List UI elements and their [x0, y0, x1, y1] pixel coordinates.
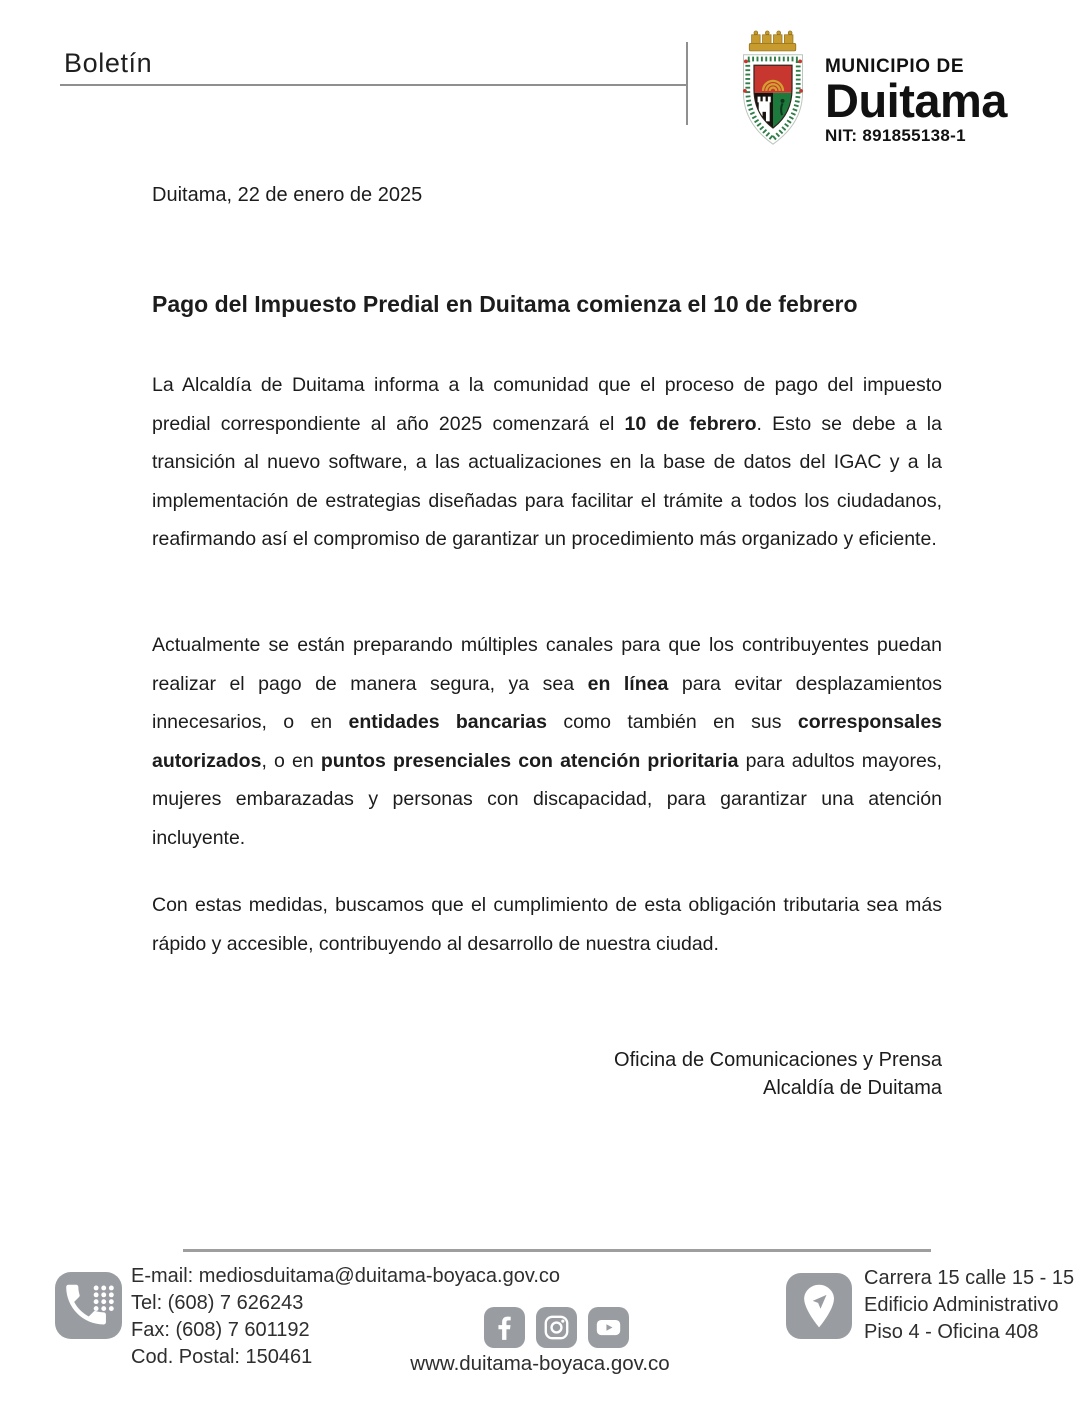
signature-org: Alcaldía de Duitama: [763, 1077, 942, 1099]
header-divider-line: [686, 42, 688, 125]
signature-office: Oficina de Comunicaciones y Prensa: [614, 1049, 942, 1071]
youtube-icon[interactable]: [588, 1307, 629, 1348]
coat-of-arms-icon: [733, 30, 813, 148]
address-line-2: Edificio Administrativo: [864, 1294, 1059, 1316]
logo-org-line: MUNICIPIO DE: [825, 56, 965, 77]
contact-postal: Cod. Postal: 150461: [131, 1346, 313, 1368]
instagram-icon[interactable]: [536, 1307, 577, 1348]
dateline: Duitama, 22 de enero de 2025: [152, 184, 423, 206]
contact-email: E-mail: mediosduitama@duitama-boyaca.gov.co: [131, 1265, 561, 1287]
bulletin-label: Boletín: [64, 48, 153, 78]
document-title: Pago del Impuesto Predial en Duitama comienza el 10 de febrero: [152, 291, 858, 317]
social-icons-row: [484, 1307, 629, 1348]
address-block: [864, 1265, 1074, 1346]
address-line-3: Piso 4 - Oficina 408: [864, 1321, 1039, 1343]
footer-divider: [183, 1249, 931, 1252]
paragraph-closing: Con estas medidas, buscamos que el cumplimiento de esta obligación tributaria sea más rápido y accesible, contribuyendo al desarrollo de nuestra ciudad.: [152, 894, 942, 955]
website-url: www.duitama-boyaca.gov.co: [410, 1352, 670, 1375]
facebook-icon[interactable]: [484, 1307, 525, 1348]
logo-nit: NIT: 891855138-1: [825, 126, 966, 145]
contact-tel: Tel: (608) 7 626243: [131, 1292, 304, 1314]
header-underline: [60, 84, 686, 86]
municipality-logo: [733, 30, 1007, 148]
keypad-dots: [94, 1286, 114, 1311]
logo-text: [825, 30, 1007, 146]
paragraph-intro: La Alcaldía de Duitama informa a la comunidad que el proceso de pago del impuesto predial correspondiente al año 2025 comenzará el 10 de febrero. Esto se debe a la transición al nuevo software, a las actualizaciones en la base de datos del IGAC y a la implementación de estrategias diseñadas para facilitar el trámite a todos los ciudadanos, reafirmando así el compromiso de garantizar un procedimiento más organizado y eficiente.: [152, 374, 942, 551]
paragraph-channels: Actualmente se están preparando múltiples canales para que los contribuyentes puedan realizar el pago de manera segura, ya sea en línea para evitar desplazamientos innecesarios, o en entidades bancarias como también en sus corresponsales autorizados, o en puntos presenciales con atención prioritaria para adultos mayores, mujeres embarazadas y personas con discapacidad, para garantizar una atención incluyente.: [152, 634, 943, 849]
logo-org-name: Duitama: [825, 74, 1007, 127]
contact-fax: Fax: (608) 7 601192: [131, 1319, 310, 1341]
location-pin-icon: [786, 1273, 852, 1339]
phone-icon: [55, 1272, 122, 1339]
signature-block: [152, 1046, 942, 1102]
address-line-1: Carrera 15 calle 15 - 15: [864, 1267, 1075, 1289]
